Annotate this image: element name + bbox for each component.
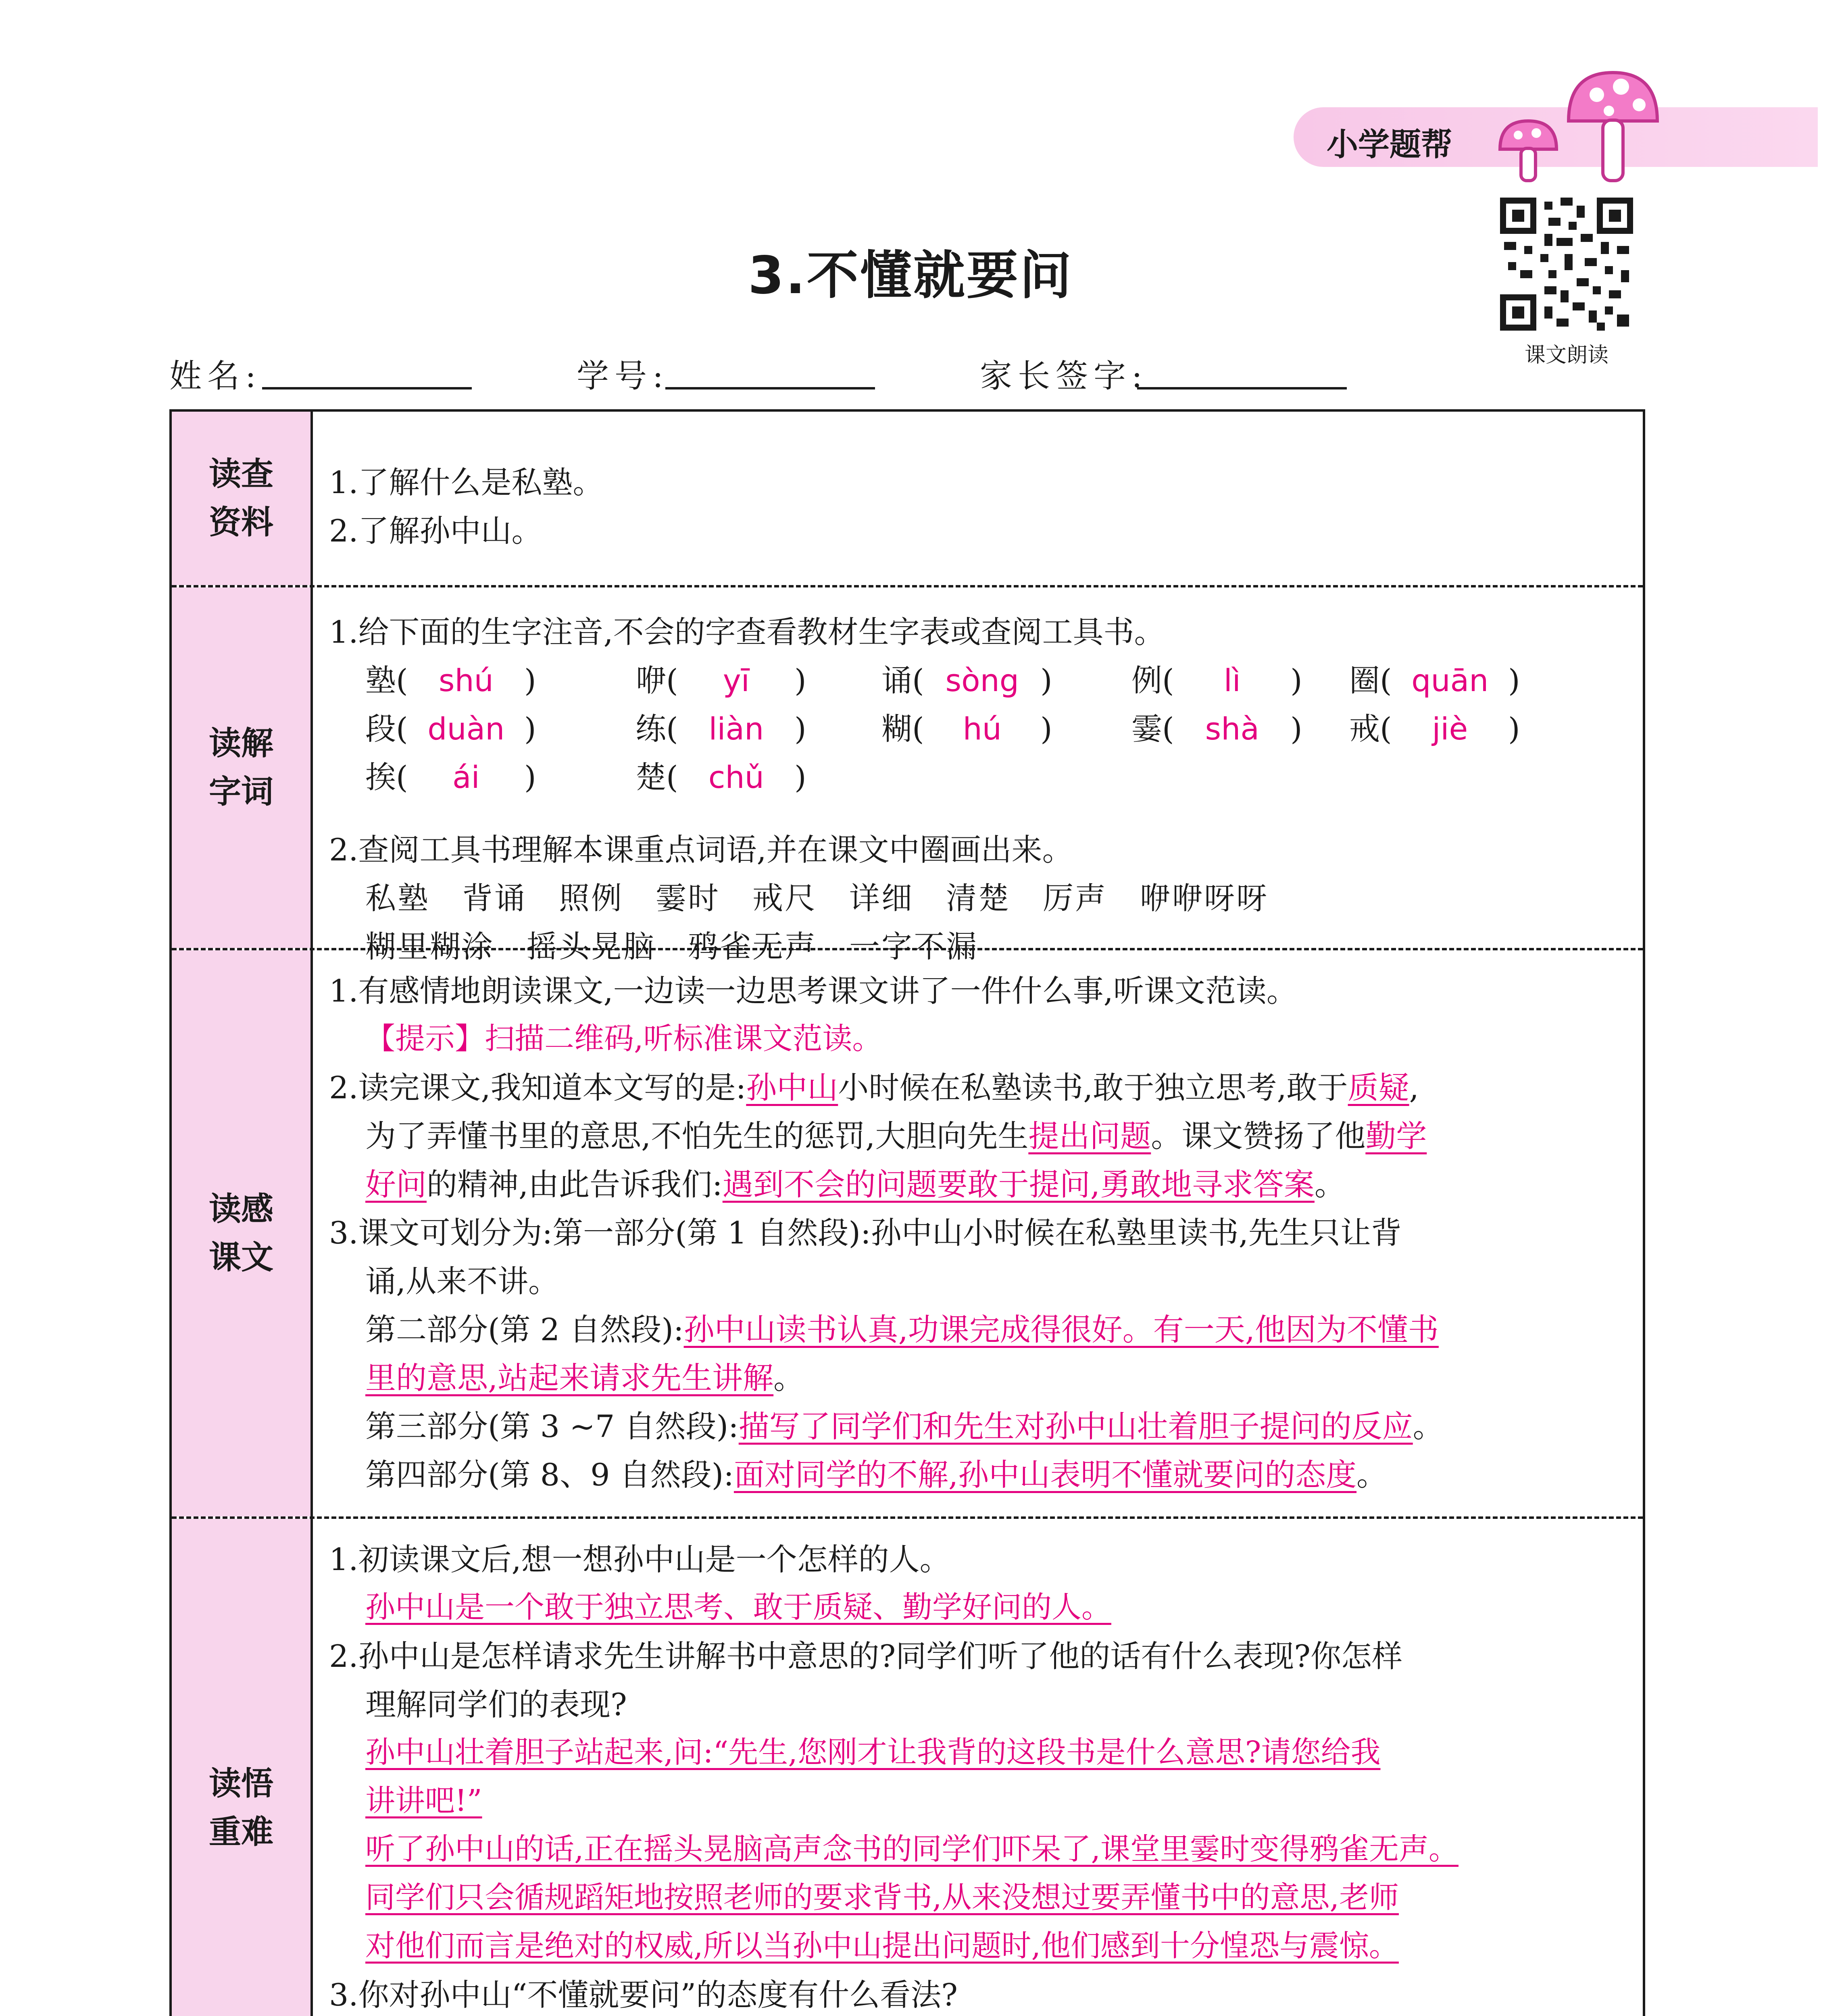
word-list: 私塾 背诵 照例 霎时 戒尺 详细 清楚 厉声 咿咿呀呀 [365,880,1269,916]
qr-caption: 课文朗读 [1524,343,1608,367]
pinyin-answer[interactable]: quān [1411,662,1489,698]
character: 练 [635,711,666,747]
bracket-open: ( [666,662,688,698]
pinyin-answer[interactable]: lì [1223,662,1241,698]
name-label: 姓名: [169,357,262,395]
pinyin-answer[interactable]: sòng [945,662,1019,698]
character: 楚 [635,759,666,795]
fill-in-line: 第四部分(第 8、9 自然段):面对同学的不解,孙中山表明不懂就要问的态度。 [365,1457,1388,1493]
bracket-open: ( [912,711,934,747]
bracket-open: ( [1162,711,1184,747]
pinyin-item [1349,656,1520,700]
character: 戒 [1349,711,1380,747]
section-label: 读解 字词 [172,587,313,948]
bracket-close: ) [1280,662,1302,698]
question-text: 1.初读课文后,想一想孙中山是一个怎样的人。 [329,1541,950,1577]
answer: 听了孙中山的话,正在摇头晃脑高声念书的同学们吓呆了,课堂里霎时变得鸦雀无声。 [365,1832,1459,1866]
bracket-close: ) [514,759,536,795]
bracket-open: ( [666,711,688,747]
character: 塾 [365,662,396,698]
pinyin-answer[interactable]: liàn [708,711,764,747]
parent-signature-field[interactable] [1137,387,1347,389]
character: 糊 [881,711,912,747]
parent-signature-label: 家长签字: [980,357,1148,395]
question-text: 2.查阅工具书理解本课重点词语,并在课文中圈画出来。 [329,832,1073,868]
answer: 遇到不会的问题要敢于提问,勇敢地寻求答案 [722,1166,1315,1202]
pinyin-answer[interactable]: chǔ [708,759,764,795]
question-text: 3.课文可划分为:第一部分(第 1 自然段):孙中山小时候在私塾里读书,先生只让背 [329,1215,1402,1251]
brand-name: 小学题帮 [1327,127,1453,163]
answer: 孙中山读书认真,功课完成得很好。有一天,他因为不懂书 [683,1312,1439,1347]
fill-in-line: 2.读完课文,我知道本文写的是:孙中山小时候在私塾读书,敢于独立思考,敢于质疑, [329,1070,1419,1106]
mushroom-icon [1476,65,1686,185]
pinyin-item [635,704,806,748]
answer: 勤学 [1365,1118,1427,1154]
character: 圈 [1349,662,1380,698]
section-label: 读感 课文 [172,950,313,1516]
bracket-close: ) [784,711,806,747]
section-label: 读查 资料 [172,412,313,585]
character: 咿 [635,662,666,698]
question-text: 1.有感情地朗读课文,一边读一边思考课文讲了一件什么事,听课文范读。 [329,973,1297,1009]
pinyin-item [365,704,536,748]
pinyin-answer[interactable]: shà [1205,711,1259,747]
section-read-words [172,587,1643,964]
answer: 面对同学的不解,孙中山表明不懂就要问的态度 [733,1457,1357,1493]
bracket-close: ) [1030,662,1052,698]
pinyin-item [1131,704,1302,748]
answer: 孙中山是一个敢于独立思考、敢于质疑、勤学好问的人。 [365,1590,1111,1624]
character: 挨 [365,759,396,795]
pinyin-item [881,704,1052,748]
question-text: 2.孙中山是怎样请求先生讲解书中意思的?同学们听了他的话有什么表现?你怎样 [329,1638,1403,1674]
pinyin-item [881,656,1052,700]
pinyin-item [1131,656,1302,700]
section-read-research [172,412,1643,585]
task-line: 1.了解什么是私塾。 [329,464,604,500]
student-number-label: 学号: [577,357,669,395]
answer: 里的意思,站起来请求先生讲解 [365,1360,774,1396]
bracket-open: ( [912,662,934,698]
bracket-open: ( [666,759,688,795]
pinyin-answer[interactable]: hú [963,711,1002,747]
section-label: 读悟 重难 [172,1519,313,2016]
fill-in-line: 里的意思,站起来请求先生讲解。 [365,1360,804,1396]
pinyin-item [365,656,536,700]
character: 霎 [1131,711,1162,747]
pinyin-item [635,753,806,797]
pinyin-answer[interactable]: ái [452,759,480,795]
name-field[interactable] [262,387,472,389]
bracket-open: ( [396,711,418,747]
answer: 孙中山 [746,1070,838,1106]
answer: 同学们只会循规蹈矩地按照老师的要求背书,从来没想过要弄懂书中的意思,老师 [365,1880,1399,1915]
fill-in-line: 好问的精神,由此告诉我们:遇到不会的问题要敢于提问,勇敢地寻求答案。 [365,1166,1345,1202]
bracket-open: ( [396,759,418,795]
answer: 好问 [365,1166,427,1202]
bracket-open: ( [396,662,418,698]
character: 诵 [881,662,912,698]
pinyin-answer[interactable]: duàn [427,711,505,747]
question-text: 1.给下面的生字注音,不会的字查看教材生字表或查阅工具书。 [329,614,1165,650]
bracket-close: ) [514,711,536,747]
bracket-close: ) [514,662,536,698]
question-text: 理解同学们的表现? [365,1687,627,1722]
worksheet-table [169,409,1645,2016]
section-read-text [172,950,1643,1516]
pinyin-item [635,656,806,700]
question-text: 诵,从来不讲。 [365,1263,559,1299]
bracket-close: ) [1498,662,1520,698]
answer: 孙中山壮着胆子站起来,问:“先生,您刚才让我背的这段书是什么意思?请您给我 [365,1735,1381,1770]
character: 例 [1131,662,1162,698]
task-line: 2.了解孙中山。 [329,513,542,549]
answer: 质疑 [1348,1070,1409,1106]
bracket-close: ) [784,662,806,698]
pinyin-answer[interactable]: jiè [1432,711,1468,747]
page-title: 3.不懂就要问 [748,246,1073,306]
bracket-close: ) [1280,711,1302,747]
section-key-points [172,1519,1643,2016]
student-number-field[interactable] [665,387,875,389]
answer: 提出问题 [1028,1118,1151,1154]
pinyin-item [1349,704,1520,748]
character: 段 [365,711,396,747]
bracket-open: ( [1380,711,1402,747]
hint-text: 【提示】扫描二维码,听标准课文范读。 [365,1021,882,1056]
bracket-close: ) [1030,711,1052,747]
fill-in-line: 第三部分(第 3 ~7 自然段):描写了同学们和先生对孙中山壮着胆子提问的反应。 [365,1408,1444,1444]
word-list: 糊里糊涂 摇头晃脑 鸦雀无声 一字不漏 [365,929,978,964]
pinyin-answer[interactable]: yī [723,662,750,698]
bracket-close: ) [1498,711,1520,747]
answer: 描写了同学们和先生对孙中山壮着胆子提问的反应 [738,1408,1413,1444]
answer: 对他们而言是绝对的权威,所以当孙中山提出问题时,他们感到十分惶恐与震惊。 [365,1929,1399,1963]
fill-in-line: 第二部分(第 2 自然段):孙中山读书认真,功课完成得很好。有一天,他因为不懂书 [365,1312,1439,1347]
answer: 讲讲吧!” [365,1783,482,1818]
pinyin-answer[interactable]: shú [438,662,494,698]
pinyin-item [365,753,536,797]
bracket-open: ( [1380,662,1402,698]
bracket-close: ) [784,759,806,795]
question-text: 3.你对孙中山“不懂就要问”的态度有什么看法? [329,1977,958,2013]
bracket-open: ( [1162,662,1184,698]
fill-in-line: 为了弄懂书里的意思,不怕先生的惩罚,大胆向先生提出问题。课文赞扬了他勤学 [365,1118,1427,1154]
